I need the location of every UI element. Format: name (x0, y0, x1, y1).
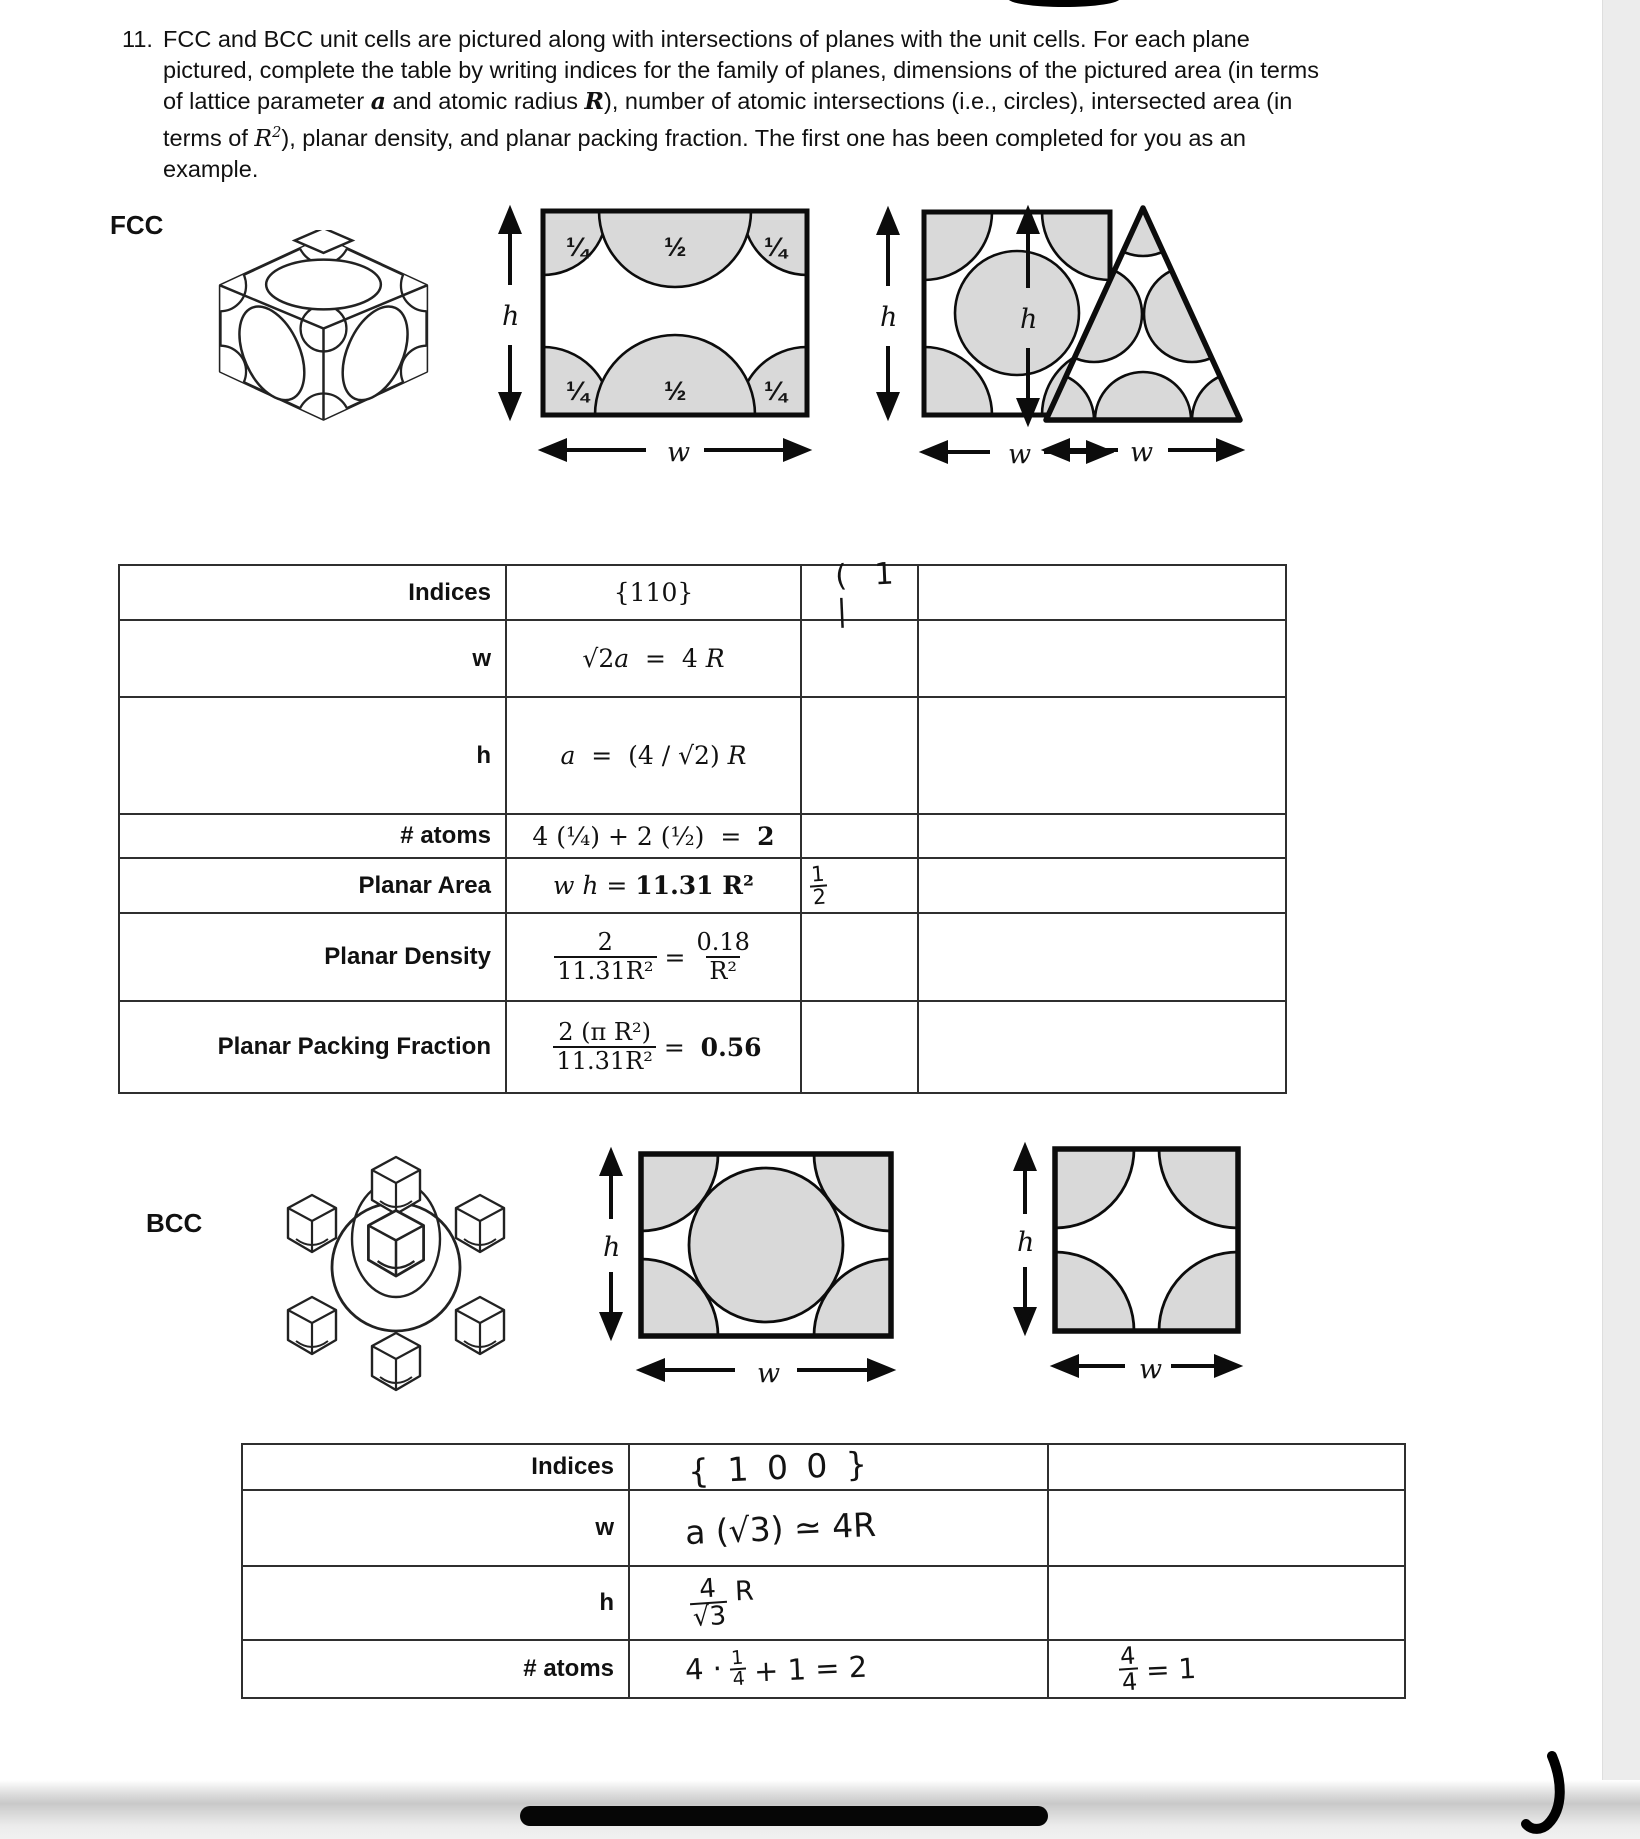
problem-text-segment: ), number of atomic intersections (i.e., circles), intersected area (in terms of (163, 88, 1293, 151)
bcc-answer-atoms-cell (630, 1641, 1049, 1697)
atom-fraction-label: ¼ (764, 376, 787, 406)
bcc-table (241, 1443, 1406, 1699)
fcc-table (118, 555, 1287, 1094)
fcc-answer-packing-cell (802, 1002, 919, 1092)
corner-atom-block (288, 1195, 336, 1252)
handwritten-fraction: 4 √3 (691, 1573, 728, 1634)
pen-stroke-mark (1512, 1750, 1574, 1838)
fcc-example-w: √2 a = 4 R (507, 621, 802, 698)
atom-intersections (585, 1144, 915, 1402)
problem-text-segment: ), planar density, and planar packing fraction. The first one has been completed for you as an example. (163, 124, 1246, 182)
density-result-fraction: $\frac{0.18}{\text{R²}}$ (696, 928, 750, 985)
device-notch-arc (1008, 0, 1120, 7)
handwritten-atoms: 4 · 1 4 + 1 = 2 (684, 1646, 868, 1691)
corner-atom-block (456, 1297, 504, 1354)
fcc-example-h: a = (4 / √2) R (507, 698, 802, 815)
table-row-label: h (243, 1567, 630, 1641)
w-dimension-label: w (667, 437, 691, 468)
table-row-label: Planar Density (120, 914, 507, 1002)
fcc-111-plane-figure (1000, 198, 1260, 474)
h-dimension-label: h (502, 301, 520, 332)
fcc-example-indices: {110} (507, 566, 802, 621)
bcc-100-plane-figure (993, 1139, 1253, 1401)
problem-statement (122, 24, 1337, 185)
var-a: a (370, 87, 386, 115)
h-dimension-label: h (603, 1232, 621, 1263)
h-dimension-label: h (880, 302, 898, 333)
bcc-answer-h-cell-2 (1049, 1567, 1404, 1641)
table-row-label: # atoms (243, 1641, 630, 1697)
w-dimension-label: w (757, 1358, 781, 1389)
fcc-answer-h-cell (802, 698, 919, 815)
handwritten-fraction: 1 4 (730, 1646, 746, 1691)
w-dimension-label: w (1139, 1354, 1163, 1385)
atom-fraction-label: ¼ (566, 376, 589, 406)
atom-fraction-label: ¼ (764, 232, 787, 262)
corner-atom-block (456, 1195, 504, 1252)
fcc-answer-density-cell-2 (919, 914, 1285, 1002)
table-row-label: w (243, 1491, 630, 1567)
corner-atom-block (288, 1297, 336, 1354)
table-row-label: Indices (243, 1445, 630, 1491)
fcc-answer-area-cell (802, 859, 919, 914)
corner-atom-block (372, 1333, 420, 1390)
fcc-answer-indices-cell-2 (919, 566, 1285, 621)
density-fraction: $\frac{2}{\text{11.31R²}}$ (554, 929, 656, 985)
bcc-unit-cell-3d-figure (274, 1139, 519, 1395)
fcc-answer-density-cell (802, 914, 919, 1002)
fcc-answer-packing-cell-2 (919, 1002, 1285, 1092)
bcc-110-plane-figure (585, 1144, 915, 1402)
problem-text-segment: FCC and BCC unit cells are pictured along with intersections of planes with the unit cells. For each plane pictured, complete the table by writing indices for the family of planes, dimensions of the pictured area (in terms of lattice parameter (163, 26, 1319, 114)
atom-fraction-label: ½ (664, 376, 687, 406)
bcc-answer-indices-cell-2 (1049, 1445, 1404, 1491)
handwritten-atoms-count: $\frac{4}{4}$ = 1 (1119, 1641, 1198, 1697)
bcc-section-label: BCC (146, 1208, 203, 1238)
corner-atom-block (372, 1157, 420, 1214)
fcc-section-label: FCC (110, 210, 164, 240)
fcc-unit-cell-3d-figure (206, 230, 441, 426)
bcc-answer-atoms-cell-2 (1049, 1641, 1404, 1697)
problem-number: 11. (122, 26, 153, 52)
table-row-label: # atoms (120, 815, 507, 859)
fcc-example-packing: $\frac{\text{2 (π R²)}}{\text{11.31R²}}$ = 0.56 (507, 1002, 802, 1092)
var-R-squared: $R^2$ (254, 123, 282, 152)
problem-text-segment: and atomic radius (385, 88, 585, 114)
atom-fraction-label: ¼ (566, 232, 589, 262)
near-corner-atom-block (368, 1211, 423, 1277)
w-dimension-label: w (1008, 439, 1032, 470)
problem-text (163, 24, 1337, 185)
table-row-label: Indices (120, 566, 507, 621)
packing-fraction: $\frac{\text{2 (π R²)}}{\text{11.31R²}}$ (553, 1019, 655, 1075)
h-dimension-label: h (1017, 1227, 1035, 1258)
h-dimension-label: h (1020, 304, 1038, 335)
atom-fraction-label: ½ (664, 232, 687, 262)
home-indicator[interactable] (520, 1806, 1048, 1826)
var-R: R (584, 87, 604, 115)
handwritten-h: 4 √3 R (690, 1576, 754, 1630)
bcc-answer-indices-cell (630, 1445, 1049, 1491)
fcc-example-atoms: 4 (¼) + 2 (½) = 2 (507, 815, 802, 859)
table-row-label: h (120, 698, 507, 815)
fcc-answer-h-cell-2 (919, 698, 1285, 815)
table-row-label: Planar Area (120, 859, 507, 914)
fcc-example-area: w h = 11.31 R² (507, 859, 802, 914)
fcc-example-density: $\frac{2}{\text{11.31R²}}$ = $\frac{0.18}{\text{R²}}$ (507, 914, 802, 1002)
w-dimension-label: w (1130, 437, 1154, 468)
bcc-answer-w-cell-2 (1049, 1491, 1404, 1567)
handwritten-indices: { 1 0 0 } (687, 1443, 872, 1491)
handwritten-fraction: $\frac{4}{4}$ (1119, 1641, 1139, 1697)
fcc-answer-w-cell (802, 621, 919, 698)
fcc-answer-w-cell-2 (919, 621, 1285, 698)
table-row-label: Planar Packing Fraction (120, 1002, 507, 1092)
handwritten-indices: ( 1 | (834, 555, 904, 629)
fcc-answer-atoms-cell (802, 815, 919, 859)
fcc-answer-atoms-cell-2 (919, 815, 1285, 859)
table-row-label: w (120, 621, 507, 698)
handwritten-one-half: 1 2 (810, 861, 827, 909)
bcc-answer-w-cell (630, 1491, 1049, 1567)
page-right-margin (1602, 0, 1640, 1839)
fcc-answer-indices-cell (802, 555, 919, 629)
bcc-answer-h-cell (630, 1567, 1049, 1641)
fcc-110-plane-figure (488, 200, 818, 472)
fcc-answer-area-cell-2 (919, 859, 1285, 914)
handwritten-w: a (√3) ≃ 4R (684, 1504, 877, 1552)
